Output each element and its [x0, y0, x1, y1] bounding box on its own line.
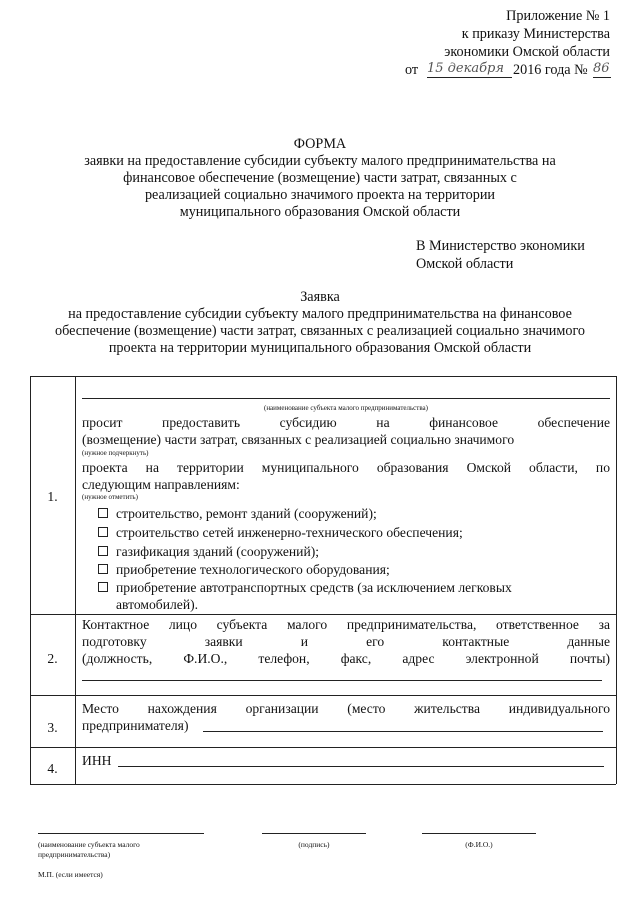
org-caption-1: (наименование субъекта малого — [38, 840, 140, 849]
option-engineering-networks[interactable] — [98, 524, 463, 541]
table-border-row2 — [30, 695, 616, 696]
option-vehicles[interactable] — [98, 579, 610, 596]
form-title-line-3: реализацией социально значимого проекта на территории — [144, 187, 496, 203]
annex-from-label: от — [405, 62, 419, 78]
signature-line[interactable] — [262, 833, 366, 834]
inn-field[interactable] — [118, 766, 604, 767]
option-gasification[interactable] — [98, 543, 319, 560]
annex-date-line — [405, 62, 610, 82]
checkbox-icon[interactable] — [98, 508, 108, 518]
annex-line-1: Приложение № 1 — [506, 8, 610, 24]
checkbox-icon[interactable] — [98, 564, 108, 574]
table-border-divider — [75, 376, 76, 784]
option-label: приобретение технологического оборудования; — [116, 562, 390, 577]
org-caption-2: предпринимательства) — [38, 850, 111, 859]
form-heading: ФОРМА — [293, 136, 347, 152]
fio-line[interactable] — [422, 833, 536, 834]
form-title-line-4: муниципального образования Омской области — [179, 204, 461, 220]
checkbox-icon[interactable] — [98, 582, 108, 592]
row-2-text-2: подготовку заявки и его контактные данные — [82, 634, 610, 649]
row-2-text-3: (должность, Ф.И.О., телефон, факс, адрес электронной почты) — [82, 651, 610, 666]
handwritten-date: 15 декабря — [427, 60, 512, 78]
row-1-text-3: проекта на территории муниципального образования Омской области, по — [82, 460, 610, 475]
table-border-row3 — [30, 747, 616, 748]
org-name-caption: (наименование субъекта малого предпринимательства) — [263, 404, 428, 412]
option-label: приобретение автотранспортных средств (за исключением легковых — [116, 580, 512, 595]
option-equipment[interactable] — [98, 561, 390, 578]
stamp-caption: М.П. (если имеется) — [38, 870, 103, 879]
checkbox-icon[interactable] — [98, 527, 108, 537]
row-1-text-1: просит предоставить субсидию на финансовое обеспечение — [82, 415, 610, 430]
org-name-field[interactable] — [82, 398, 610, 399]
table-border-top — [30, 376, 616, 377]
annex-year-text: 2016 года № — [513, 62, 588, 78]
handwritten-number: 86 — [593, 61, 610, 76]
row-2-number: 2. — [47, 651, 58, 666]
row-3-text-2: предпринимателя) — [82, 718, 189, 733]
location-field[interactable] — [203, 731, 603, 732]
addressee-line-2: Омской области — [416, 256, 514, 272]
mark-caption: (нужное отметить) — [82, 493, 138, 501]
table-border-row1 — [30, 614, 616, 615]
row-4-number: 4. — [47, 761, 58, 776]
row-2-text-1: Контактное лицо субъекта малого предпринимательства, ответственное за — [82, 617, 610, 632]
application-heading: Заявка — [300, 289, 340, 305]
checkbox-icon[interactable] — [98, 546, 108, 556]
form-title-line-2: финансовое обеспечение (возмещение) части затрат, связанных с — [123, 170, 517, 186]
signature-caption: (подпись) — [298, 840, 330, 849]
table-border-right — [616, 376, 617, 784]
form-title-line-1: заявки на предоставление субсидии субъекту малого предпринимательства на — [84, 153, 556, 169]
addressee-line-1: В Министерство экономики — [416, 238, 585, 254]
application-line-3: проекта на территории муниципального образования Омской области — [108, 340, 532, 356]
row-1-text-4: следующим направлениям: — [82, 477, 240, 492]
option-vehicles-cont: автомобилей). — [116, 597, 199, 612]
table-border-bottom — [30, 784, 616, 785]
application-line-1: на предоставление субсидии субъекту малого предпринимательства на финансовое — [68, 306, 572, 322]
row-1-number: 1. — [47, 489, 58, 504]
annex-line-3: экономики Омской области — [444, 44, 610, 60]
row-3-text-1: Место нахождения организации (место жительства индивидуального — [82, 701, 610, 716]
annex-line-2: к приказу Министерства — [461, 26, 610, 42]
fio-caption: (Ф.И.О.) — [465, 840, 493, 849]
option-label: строительство, ремонт зданий (сооружений); — [116, 506, 377, 521]
contact-person-field[interactable] — [82, 680, 602, 681]
org-signature-line[interactable] — [38, 833, 204, 834]
option-label: строительство сетей инженерно-технического обеспечения; — [116, 525, 463, 540]
inn-label: ИНН — [82, 753, 112, 768]
underline-caption: (нужное подчеркнуть) — [82, 449, 149, 457]
row-3-number: 3. — [47, 720, 58, 735]
option-construction-repair[interactable] — [98, 505, 377, 522]
application-line-2: обеспечение (возмещение) части затрат, связанных с реализацией социально значимого — [54, 323, 586, 339]
option-label: газификация зданий (сооружений); — [116, 544, 320, 559]
row-1-text-2: (возмещение) части затрат, связанных с реализацией социально значимого — [82, 432, 515, 447]
